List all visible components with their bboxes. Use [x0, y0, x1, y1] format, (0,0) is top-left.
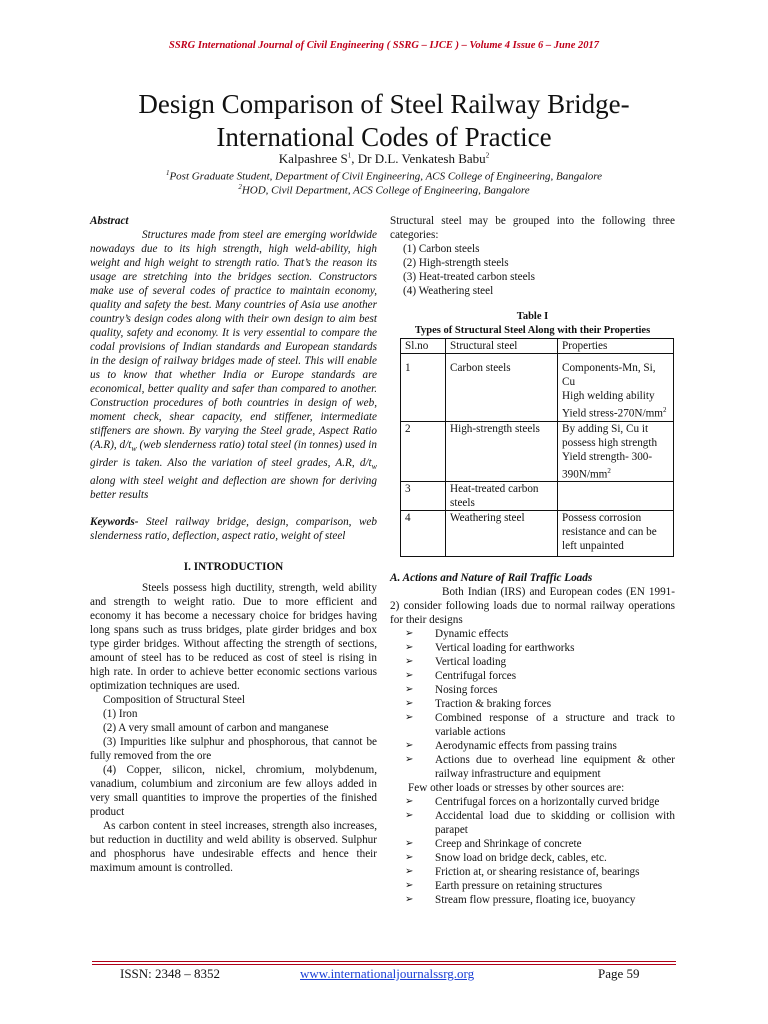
list-item: ➢ Friction at, or shearing resistance of, bearings: [405, 866, 640, 879]
composition-item-3: (3) Impurities like sulphur and phosphorous, that cannot be fully removed from the ore: [90, 736, 377, 763]
table-header: Structural steel: [446, 339, 558, 354]
author-2-sup: 2: [485, 151, 490, 160]
footer-rule: [92, 964, 676, 965]
arrow-bullet-icon: ➢: [405, 852, 414, 864]
arrow-bullet-icon: ➢: [405, 656, 414, 668]
category-3: (3) Heat-treated carbon steels: [403, 271, 536, 283]
footer-page: Page 59: [598, 966, 640, 981]
arrow-bullet-icon: ➢: [405, 754, 414, 766]
table-cell: [558, 482, 674, 511]
list-item: ➢ Stream flow pressure, floating ice, buoyancy: [405, 894, 636, 907]
intro-para: Steels possess high ductility, strength, weld ability and strength to weight ratio. Due to more efficient and economy it has become a necessary choice for bridges having long spans such as truss bridges, plate girder bridges and box type girder bridges. Without affecting the strength of sections, amount of steel has to be reduced as cost of steel is rising in high rate. In order to achieve better economic sections various optimization techniques are used.: [90, 582, 377, 693]
list-item: ➢ Centrifugal forces on a horizontally curved bridge: [405, 796, 660, 809]
composition-item-2: (2) A very small amount of carbon and manganese: [103, 722, 329, 735]
list-item: ➢ Earth pressure on retaining structures: [405, 880, 603, 893]
list-item: ➢ Vertical loading for earthworks: [405, 642, 575, 655]
intro-para-2: As carbon content in steel increases, strength also increases, but reduction in ductility and weld ability is observed. Sulphur and phosphorus have undesirable effects and hence their maximum amount is controlled.: [90, 820, 377, 875]
table-cell: Weathering steel: [446, 511, 558, 557]
table-row: [401, 421, 674, 482]
list-item: ➢ Nosing forces: [405, 684, 498, 697]
other-loads-intro: Few other loads or stresses by other sources are:: [408, 782, 625, 795]
category-2: (2) High-strength steels: [403, 257, 509, 269]
footer-issn: ISSN: 2348 – 8352: [120, 966, 221, 981]
list-item: ➢ Aerodynamic effects from passing trains: [405, 740, 617, 753]
abstract-heading: Abstract: [90, 215, 129, 227]
intro-heading: I. INTRODUCTION: [183, 561, 284, 574]
right-column: [390, 214, 675, 907]
paper-title: [0, 88, 768, 154]
steel-table: [400, 338, 674, 557]
author-1: Kalpashree S: [278, 151, 348, 166]
section-a-para: Both Indian (IRS) and European codes (EN 1991-2) consider following loads due to normal railway operations for their designs: [390, 586, 675, 627]
arrow-bullet-icon: ➢: [405, 894, 414, 906]
table-cell: 3: [401, 482, 446, 511]
title-line-2: International Codes of Practice: [216, 122, 552, 152]
table-caption: Table I: [516, 311, 549, 322]
list-item: ➢ Accidental load due to skidding or collision with parapet: [405, 810, 675, 837]
author-1-sup: 1: [347, 151, 352, 160]
website-link[interactable]: www.internationaljournalssrg.org: [300, 966, 475, 981]
arrow-bullet-icon: ➢: [405, 810, 414, 822]
footer-url[interactable]: [300, 966, 474, 982]
table-row: [401, 482, 674, 511]
list-item: ➢ Actions due to overhead line equipment & other railway infrastructure and equipment: [405, 754, 675, 781]
table-subcaption: Types of Structural Steel Along with their Properties: [414, 325, 651, 336]
composition-item-4: (4) Copper, silicon, nickel, chromium, molybdenum, vanadium, columbium and zirconium are few alloys added in very small quantities to improve the properties of the finished product: [90, 764, 377, 819]
table-row: [401, 511, 674, 557]
footer-rule: [92, 961, 676, 962]
table-cell: Components-Mn, Si, Cu High welding ability Yield stress-$270N/mm^2$: [558, 354, 674, 422]
table-row: [401, 354, 674, 422]
authors: [0, 151, 768, 167]
table-cell: High-strength steels: [446, 421, 558, 482]
other-loads-list: [390, 795, 675, 907]
arrow-bullet-icon: ➢: [405, 796, 414, 808]
list-item: ➢ Combined response of a structure and track to variable actions: [405, 712, 675, 739]
table-cell: By adding Si, Cu it possess high strength Yield strength- $300-390N/mm^2$: [558, 421, 674, 482]
table-cell: Possess corrosion resistance and can be left unpainted: [558, 511, 674, 557]
arrow-bullet-icon: ➢: [405, 698, 414, 710]
list-item: ➢ Snow load on bridge deck, cables, etc.: [405, 852, 607, 865]
title-line-1: Design Comparison of Steel Railway Bridge-: [138, 89, 630, 119]
journal-header: SSRG International Journal of Civil Engineering ( SSRG – IJCE ) – Volume 4 Issue 6 – June 2017: [168, 40, 600, 51]
composition-item-1: (1) Iron: [103, 708, 138, 721]
affiliation-2: $^2$HOD, Civil Department, ACS College of Engineering, Bangalore: [238, 183, 530, 197]
table-cell: 2: [401, 421, 446, 482]
list-item: ➢ Traction & braking forces: [405, 698, 552, 711]
list-item: ➢ Vertical loading: [405, 656, 507, 669]
table-cell: Heat-treated carbon steels: [446, 482, 558, 511]
arrow-bullet-icon: ➢: [405, 866, 414, 878]
table-cell: 1: [401, 354, 446, 422]
affiliation-1: $^1$Post Graduate Student, Department of Civil Engineering, ACS College of Engineering, Bangalore: [165, 169, 603, 183]
author-2: , Dr D.L. Venkatesh Babu: [351, 151, 486, 166]
arrow-bullet-icon: ➢: [405, 642, 414, 654]
composition-heading: Composition of Structural Steel: [103, 694, 246, 707]
table-cell: Carbon steels: [446, 354, 558, 422]
list-item: ➢ Dynamic effects: [405, 628, 509, 641]
table-header: Properties: [558, 339, 674, 354]
table-cell: 4: [401, 511, 446, 557]
arrow-bullet-icon: ➢: [405, 712, 414, 724]
section-a-heading: A. Actions and Nature of Rail Traffic Loads: [390, 572, 593, 585]
abstract-text: Structures made from steel are emerging worldwide nowadays due to its high strength, high weld-ability, high weight and high weight to strength ratio. That’s the reason its usage are stretching into the bridges section. Constructors make use of several codes of practice to maintain economy, quality and safety the best. Many countries of Asia use another country’s design codes along with their own design to aim best quality, safety and economy. It is very essential to compare the codal provisions of Indian standards and European standards in the design of railway bridges made of steel. This will enable us to know that whether India or Europe standards are economical, better quality and safer than compared to another. Construction procedures of both countries in design of web, moment check, shear capacity, end stiffener, intermediate stiffeners are shown. By varying the Steel grade, Aspect Ratio (A.R), $d/t_w$ (web slenderness ratio) total steel (in tonnes) used in girder is taken. Also the variation of steel grades, A.R, $d/t_w$ along with steel weight and deflection are shown for deriving better results: [90, 229, 378, 502]
arrow-bullet-icon: ➢: [405, 628, 414, 640]
arrow-bullet-icon: ➢: [405, 670, 414, 682]
arrow-bullet-icon: ➢: [405, 740, 414, 752]
left-column: [90, 214, 377, 875]
loads-list: [390, 627, 675, 781]
categories-intro: Structural steel may be grouped into the following three categories:: [390, 215, 675, 241]
arrow-bullet-icon: ➢: [405, 880, 414, 892]
arrow-bullet-icon: ➢: [405, 838, 414, 850]
list-item: ➢ Centrifugal forces: [405, 670, 517, 683]
table-header: Sl.no: [401, 339, 446, 354]
table-header-row: [401, 339, 674, 354]
keywords: Keywords- Steel railway bridge, design, comparison, web slenderness ratio, deflection, aspect ratio, weight of steel: [90, 516, 377, 543]
list-item: ➢ Creep and Shrinkage of concrete: [405, 838, 582, 851]
category-1: (1) Carbon steels: [403, 243, 480, 255]
arrow-bullet-icon: ➢: [405, 684, 414, 696]
category-4: (4) Weathering steel: [403, 285, 494, 297]
